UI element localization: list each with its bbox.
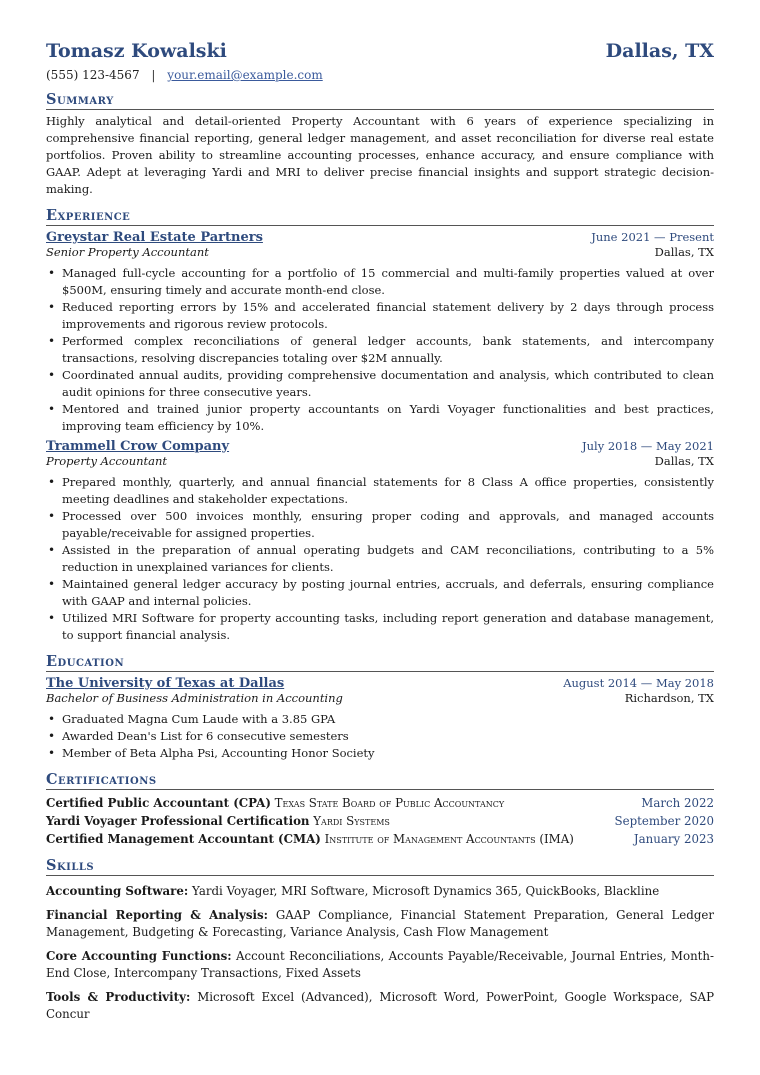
certification-date: March 2022 xyxy=(641,796,714,810)
section-title-education: Education xyxy=(46,653,714,672)
list-item: • Processed over 500 invoices monthly, ensuring proper coding and approvals, and managed accounts payable/receivable for assigned properties. xyxy=(62,508,714,542)
bullet-list xyxy=(46,265,714,435)
list-item: • Reduced reporting errors by 15% and accelerated financial statement delivery by 2 days through process improvements and rigorous review protocols. xyxy=(62,299,714,333)
certification-list xyxy=(46,794,714,848)
certification-issuer: Texas State Board of Public Accountancy xyxy=(274,796,505,810)
skill-label: Accounting Software: xyxy=(46,884,189,898)
certification-item xyxy=(46,830,714,848)
entry-subheader xyxy=(46,245,714,259)
skill-text: Microsoft Excel (Advanced), Microsoft Word, PowerPoint, Google Workspace, SAP Concur xyxy=(46,990,715,1021)
bullet-list xyxy=(46,711,714,762)
certification-date: January 2023 xyxy=(633,832,714,846)
list-item: • Assisted in the preparation of annual operating budgets and CAM reconciliations, contributing to a 5% reduction in unexplained variances for clients. xyxy=(62,542,714,576)
list-item: • Awarded Dean's List for 6 consecutive semesters xyxy=(62,728,714,745)
skill-label: Core Accounting Functions: xyxy=(46,949,232,963)
certification-text xyxy=(46,794,504,812)
contact-line xyxy=(46,68,714,82)
header xyxy=(46,40,714,62)
certification-issuer: Institute of Management Accountants (IMA) xyxy=(324,832,574,846)
section-title-certifications: Certifications xyxy=(46,771,714,790)
school-location: Richardson, TX xyxy=(624,691,714,705)
skill-text: GAAP Compliance, Financial Statement Preparation, General Ledger Management, Budgeting & Forecasting, Variance Analysis, Cash Flow Management xyxy=(46,908,715,939)
school-name[interactable]: The University of Texas at Dallas xyxy=(46,676,285,691)
phone-number: (555) 123-4567 xyxy=(46,68,140,82)
certification-text xyxy=(46,830,574,848)
certification-issuer: Yardi Systems xyxy=(313,814,390,828)
contact-separator: | xyxy=(151,68,156,82)
employment-dates: June 2021 — Present xyxy=(591,230,714,244)
experience-entry xyxy=(46,230,714,435)
certification-item xyxy=(46,812,714,830)
bullet-list xyxy=(46,474,714,644)
list-item: • Managed full-cycle accounting for a portfolio of 15 commercial and multi-family properties valued at over $500M, ensuring timely and accurate month-end close. xyxy=(62,265,714,299)
entry-subheader xyxy=(46,454,714,468)
header-location: Dallas, TX xyxy=(605,40,714,62)
summary-text: Highly analytical and detail-oriented Property Accountant with 6 years of experience specializing in comprehensive financial reporting, general ledger management, and asset reconciliation for diverse real estate portfolios. Proven ability to streamline accounting processes, enhance accuracy, and ensure compliance with GAAP. Adept at leveraging Yardi and MRI to deliver precise financial insights and support strategic decision-making. xyxy=(46,114,714,196)
job-title: Senior Property Accountant xyxy=(46,245,209,259)
certification-name: Certified Public Accountant (CPA) xyxy=(46,796,271,810)
list-item: • Utilized MRI Software for property accounting tasks, including report generation and database management, to support financial analysis. xyxy=(62,610,714,644)
skill-item xyxy=(46,989,714,1023)
section-title-summary: Summary xyxy=(46,91,714,110)
entry-header xyxy=(46,439,714,454)
section-title-skills: Skills xyxy=(46,857,714,876)
certification-item xyxy=(46,794,714,812)
list-item: • Mentored and trained junior property accountants on Yardi Voyager functionalities and best practices, improving team efficiency by 10%. xyxy=(62,401,714,435)
list-item: • Maintained general ledger accuracy by posting journal entries, accruals, and deferrals, ensuring compliance with GAAP and internal policies. xyxy=(62,576,714,610)
employer-name[interactable]: Greystar Real Estate Partners xyxy=(46,230,263,245)
skill-text: Account Reconciliations, Accounts Payable/Receivable, Journal Entries, Month-End Close, Intercompany Transactions, Fixed Assets xyxy=(46,949,714,980)
employment-dates: July 2018 — May 2021 xyxy=(582,439,714,453)
email-link[interactable]: your.email@example.com xyxy=(167,68,323,82)
education-subheader xyxy=(46,691,714,705)
list-item: • Graduated Magna Cum Laude with a 3.85 GPA xyxy=(62,711,714,728)
skill-label: Tools & Productivity: xyxy=(46,990,191,1004)
skill-label: Financial Reporting & Analysis: xyxy=(46,908,268,922)
degree: Bachelor of Business Administration in Accounting xyxy=(46,691,343,705)
experience-entry xyxy=(46,439,714,644)
job-location: Dallas, TX xyxy=(654,454,714,468)
list-item: • Member of Beta Alpha Psi, Accounting Honor Society xyxy=(62,745,714,762)
certification-text xyxy=(46,812,390,830)
candidate-name: Tomasz Kowalski xyxy=(46,40,227,62)
skill-item xyxy=(46,883,714,900)
list-item: • Prepared monthly, quarterly, and annual financial statements for 8 Class A office properties, consistently meeting deadlines and stakeholder expectations. xyxy=(62,474,714,508)
list-item: • Performed complex reconciliations of general ledger accounts, bank statements, and intercompany transactions, resolving discrepancies totaling over $2M annually. xyxy=(62,333,714,367)
job-title: Property Accountant xyxy=(46,454,168,468)
education-header xyxy=(46,676,714,691)
employer-name[interactable]: Trammell Crow Company xyxy=(46,439,230,454)
list-item: • Coordinated annual audits, providing comprehensive documentation and analysis, which contributed to clean audit opinions for three consecutive years. xyxy=(62,367,714,401)
skill-text: Yardi Voyager, MRI Software, Microsoft Dynamics 365, QuickBooks, Blackline xyxy=(191,884,660,898)
entry-header xyxy=(46,230,714,245)
section-title-experience: Experience xyxy=(46,207,714,226)
job-location: Dallas, TX xyxy=(654,245,714,259)
skill-item xyxy=(46,948,714,982)
certification-date: September 2020 xyxy=(614,814,714,828)
certification-name: Yardi Voyager Professional Certification xyxy=(46,814,310,828)
education-dates: August 2014 — May 2018 xyxy=(563,676,714,690)
certification-name: Certified Management Accountant (CMA) xyxy=(46,832,321,846)
skill-item xyxy=(46,907,714,941)
